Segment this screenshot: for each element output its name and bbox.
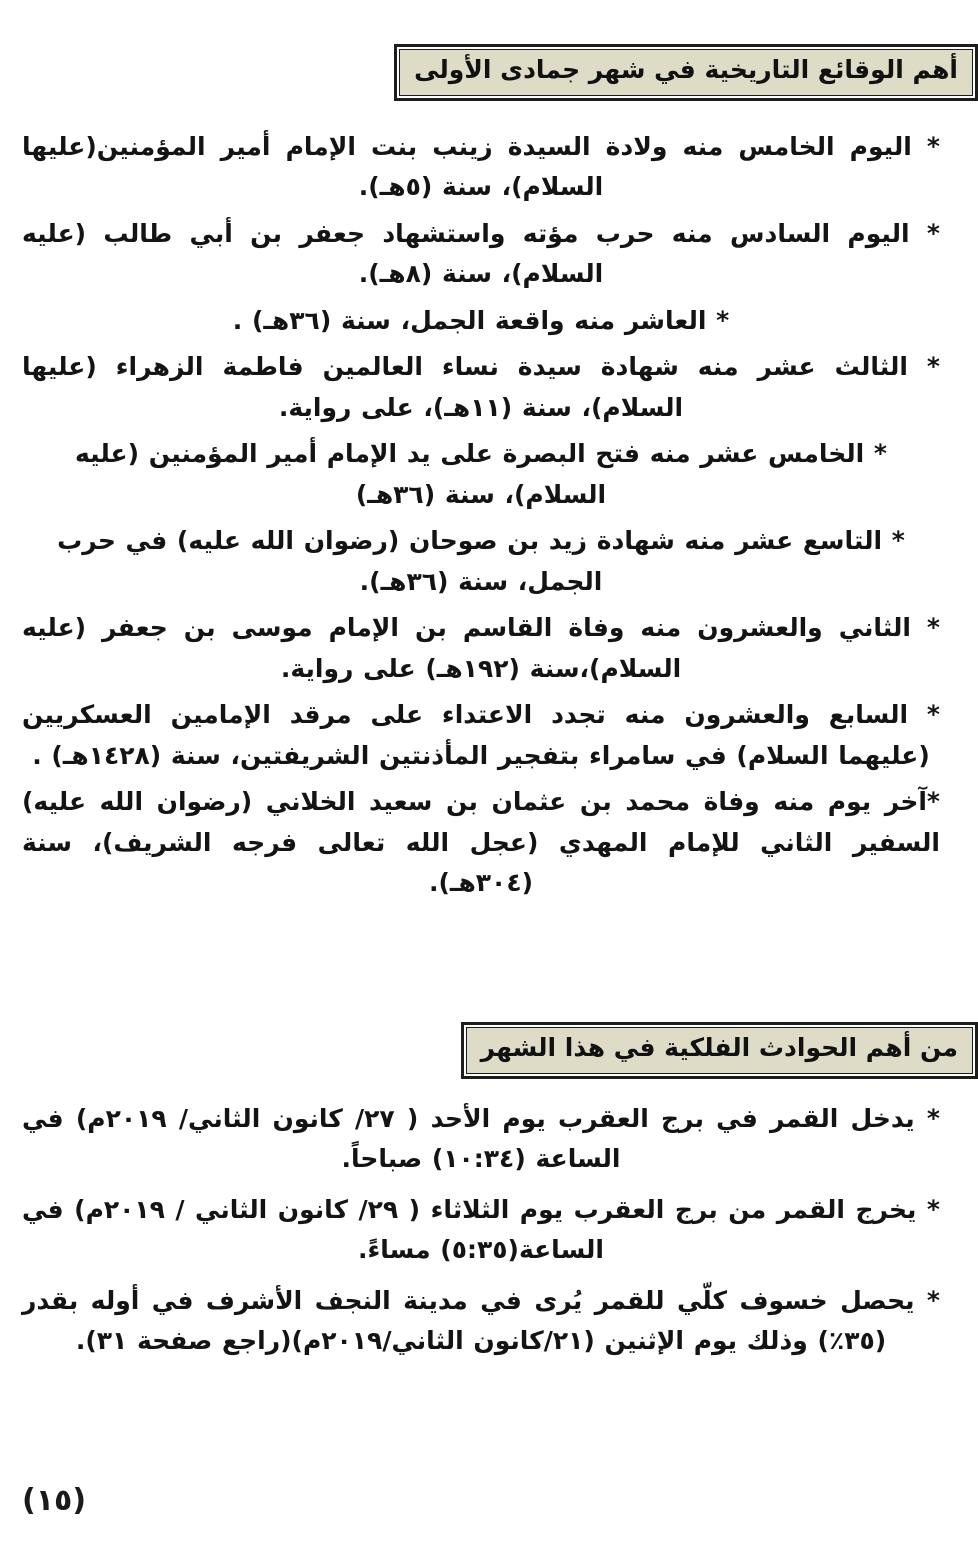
list-item: * الثالث عشر منه شهادة سيدة نساء العالمين فاطمة الزهراء (عليها السلام)، سنة (١١هـ)، على رواية. — [22, 352, 940, 422]
astronomical-heading-inner — [466, 1027, 973, 1074]
list-item: * اليوم الخامس منه ولادة السيدة زينب بنت الإمام أمير المؤمنين(عليها السلام)، سنة (٥هـ). — [22, 131, 940, 202]
list-item: * الثاني والعشرون منه وفاة القاسم بن الإمام موسى بن جعفر (عليه السلام)،سنة (١٩٢هـ) على رواية. — [22, 613, 940, 683]
page-number: (١٥) — [22, 1483, 87, 1518]
list-item: * يحصل خسوف كلّي للقمر يُرى في مدينة النجف الأشرف في أوله بقدر (٣٥٪) وذلك يوم الإثنين (٢١/كانون الثاني/٢٠١٩م)(راجع صفحة ٣١). — [22, 1285, 940, 1355]
list-item: * الخامس عشر منه فتح البصرة على يد الإمام أمير المؤمنين (عليه السلام)، سنة (٣٦هـ) — [74, 439, 888, 509]
list-item: * اليوم السادس منه حرب مؤته واستشهاد جعفر بن أبي طالب (عليه السلام)، سنة (٨هـ). — [22, 218, 940, 289]
historical-heading-text: أهم الوقائع التاريخية في شهر جمادى الأولى — [414, 55, 958, 84]
list-item: * السابع والعشرون منه تجدد الاعتداء على مرقد الإمامين العسكريين (عليهما السلام) في سامراء بتفجير المأذنتين الشريفتين، سنة (١٤٢٨هـ) . — [22, 700, 940, 770]
list-item: * التاسع عشر منه شهادة زيد بن صوحان (رضوان الله عليه) في حرب الجمل، سنة (٣٦هـ). — [57, 526, 905, 596]
list-item: * يدخل القمر في برج العقرب يوم الأحد ( ٢٧/ كانون الثاني/ ٢٠١٩م) في الساعة (١٠:٣٤) صباحاً. — [22, 1103, 940, 1173]
list-item: *آخر يوم منه وفاة محمد بن عثمان بن سعيد الخلاني (رضوان الله عليه) السفير الثاني للإمام المهدي (عجل الله تعالى فرجه الشريف)، سنة (٣٠٤هـ). — [22, 787, 940, 898]
astronomical-heading-text: من أهم الحوادث الفلكية في هذا الشهر — [480, 1032, 958, 1062]
astronomical-heading-box — [461, 1022, 978, 1079]
astronomical-entries-list — [0, 1099, 978, 1362]
list-item: * العاشر منه واقعة الجمل، سنة (٣٦هـ) . — [232, 305, 730, 335]
historical-section-heading-row — [0, 44, 978, 101]
historical-heading-box — [394, 44, 978, 101]
astronomical-section-heading-row — [0, 1022, 978, 1079]
historical-heading-inner — [399, 49, 973, 96]
historical-entries-list — [0, 127, 978, 904]
list-item: * يخرج القمر من برج العقرب يوم الثلاثاء ( ٢٩/ كانون الثاني / ٢٠١٩م) في الساعة(٥:٣٥) مساءً. — [22, 1194, 940, 1264]
